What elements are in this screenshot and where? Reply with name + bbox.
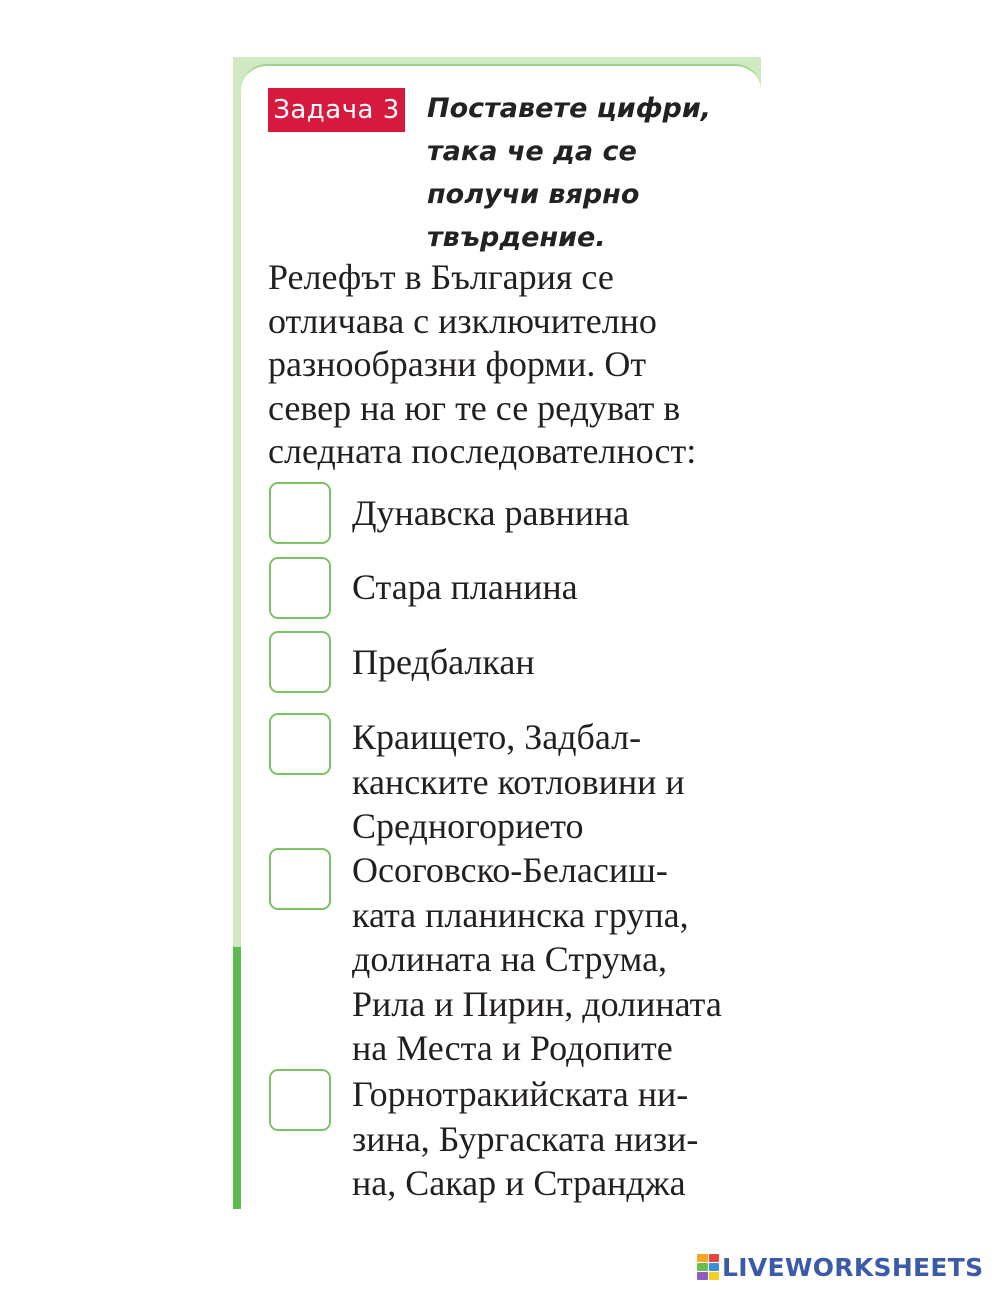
instruction-line: получи вярно xyxy=(427,179,640,210)
intro-line: Релефът в България се xyxy=(268,257,614,297)
intro-line: север на юг те се редуват в xyxy=(268,387,681,428)
option-label-5 xyxy=(352,848,752,1071)
instruction-line: Поставете цифри, xyxy=(427,93,712,124)
option-line: ката планинска група, xyxy=(352,894,689,935)
option-line: Дунавска равнина xyxy=(352,493,630,533)
option-label-2 xyxy=(352,565,752,610)
intro-line: отличава с изключително xyxy=(268,300,657,341)
option-line: Краището, Задбал- xyxy=(352,717,642,757)
option-line: Предбалкан xyxy=(352,642,535,682)
option-line: Средногорието xyxy=(352,806,584,846)
intro-line: разнообразни форми. От xyxy=(268,344,647,384)
instruction-line: така че да се xyxy=(427,136,637,167)
option-line: долината на Струма, xyxy=(352,939,668,979)
option-label-3 xyxy=(352,640,752,685)
option-label-4 xyxy=(352,715,752,849)
option-line: Рила и Пирин, долината xyxy=(352,983,722,1024)
option-line: Стара планина xyxy=(352,567,578,607)
option-line: Горнотракийската ни- xyxy=(352,1074,689,1114)
liveworksheets-logo-text: LIVEWORKSHEETS xyxy=(722,1252,984,1282)
option-line: Осоговско-Беласиш- xyxy=(352,850,668,890)
task-number-badge: Задача 3 xyxy=(268,88,405,132)
liveworksheets-logo[interactable] xyxy=(697,1253,983,1281)
option-line: на, Сакар и Странджа xyxy=(352,1163,686,1203)
answer-box-6[interactable] xyxy=(269,1069,331,1131)
intro-line: следната последователност: xyxy=(268,431,697,471)
answer-box-1[interactable] xyxy=(269,482,331,544)
answer-box-3[interactable] xyxy=(269,631,331,693)
liveworksheets-logo-icon xyxy=(697,1254,719,1280)
option-line: на Места и Родопите xyxy=(352,1028,673,1068)
option-label-1 xyxy=(352,491,752,536)
answer-box-2[interactable] xyxy=(269,557,331,619)
instruction-line: твърдение. xyxy=(427,222,606,253)
task-instruction xyxy=(427,87,747,259)
option-line: зина, Бургаската низи- xyxy=(352,1118,699,1159)
answer-box-4[interactable] xyxy=(269,713,331,775)
intro-paragraph xyxy=(268,256,748,474)
answer-box-5[interactable] xyxy=(269,848,331,910)
option-label-6 xyxy=(352,1072,752,1206)
option-line: канските котловини и xyxy=(352,761,685,802)
